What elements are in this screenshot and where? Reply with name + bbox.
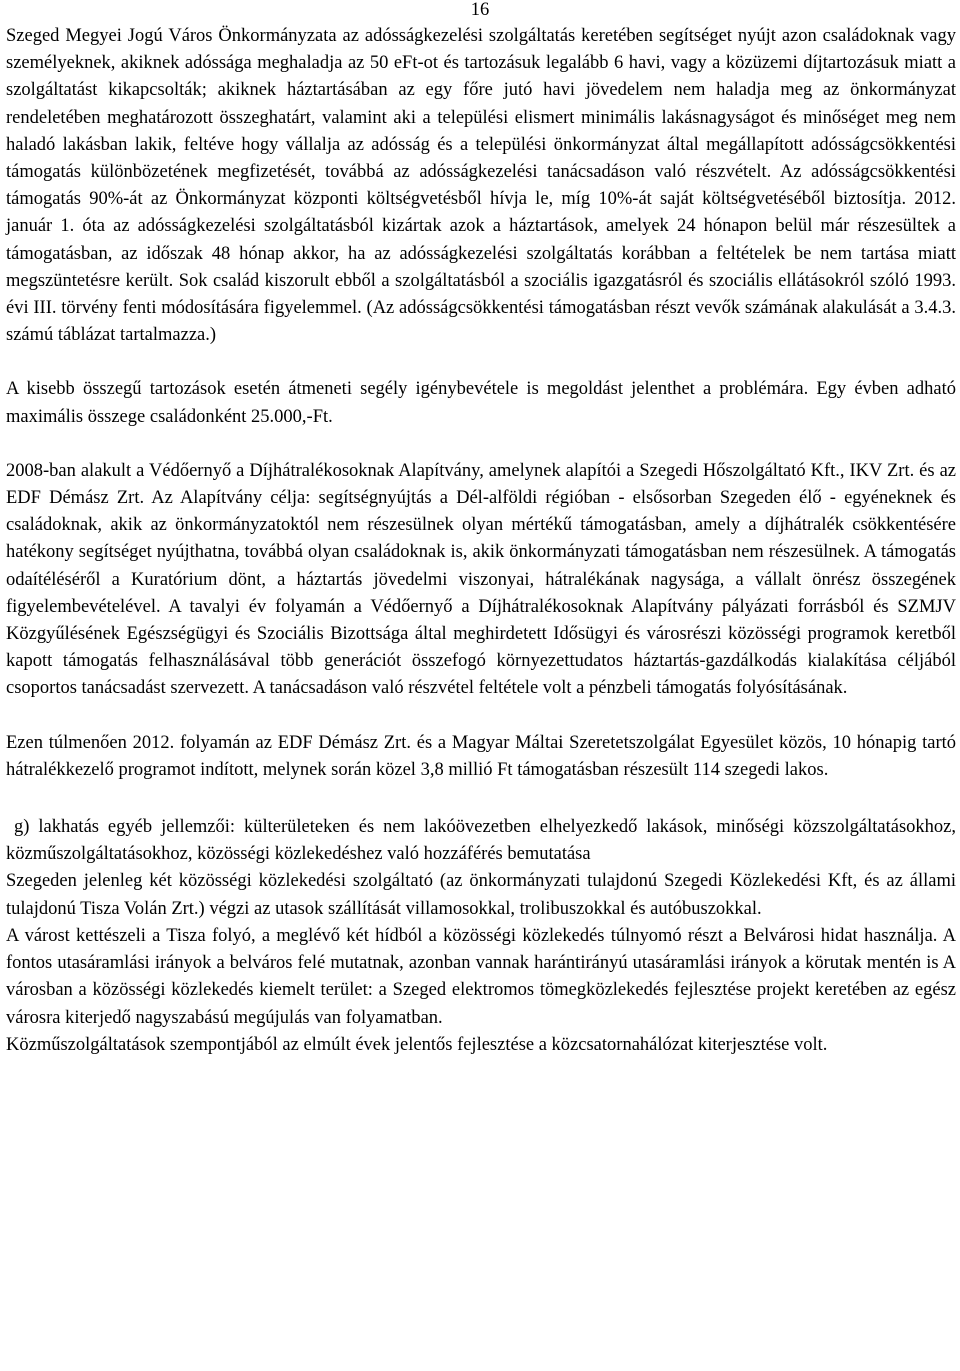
paragraph-debt-management: Szeged Megyei Jogú Város Önkormányzata az adósságkezelési szolgáltatás keretében segítséget nyújt azon családoknak vagy személyeknek, akiknek adóssága meghaladja az 50 eFt-ot és tartozásuk legalább 6 havi, vagy a közüzemi díjtartozásuk miatt a szolgáltatást kikapcsolták; akiknek háztartásában az egy főre jutó havi jövedelem nem haladja meg az önkormányzat rendeletében meghatározott összeghatárt, valamint aki a települési elismert minimális lakásnagyságot és minőséget meg nem haladó lakásban lakik, feltéve hogy vállalja az adósság és a települési önkormányzat által megállapított adósságcsökkentési támogatás különbözetének megfizetését, továbbá az adósságkezelési tanácsadáson való részvételt. Az adósságcsökkentési támogatás 90%-át az Önkormányzat központi költségvetésből hívja le, míg 10%-át saját költségvetéséből biztosítja. 2012. január 1. óta az adósságkezelési szolgáltatásból kizártak azok a háztartások, amelyek 24 hónapon belül már részesültek a támogatásban, az időszak 48 hónap akkor, ha az adósságkezelési szolgáltatás korábban a feltételek be nem tartása miatt megszüntetésre került. Sok család kiszorult ebből a szolgáltatásból a szociális igazgatásról és szociális ellátásokról szóló 1993. évi III. törvény fenti módosítására figyelemmel. (Az adósságcsökkentési támogatásban részt vevők számának alakulását a 3.4.3. számú táblázat tartalmazza.) <box>6 26 956 346</box>
paragraph-temporary-aid: A kisebb összegű tartozások esetén átmeneti segély igénybevétele is megoldást jelenthet a problémára. Egy évben adható maximális összege családonként 25.000,-Ft. <box>6 379 956 427</box>
document-body <box>6 23 956 1059</box>
section-heading-housing: g) lakhatás egyéb jellemzői: külterületeken és nem lakóövezetben elhelyezkedő lakások, minőségi közszolgáltatásokhoz, közműszolgáltatásokhoz, közösségi közlekedéshez való hozzáférés bemutatása <box>6 817 956 865</box>
paragraph-utilities: Közműszolgáltatások szempontjából az elmúlt évek jelentős fejlesztése a közcsatornahálózat kiterjesztése volt. <box>6 1034 828 1055</box>
paragraph-vedoernyo-foundation: 2008-ban alakult a Védőernyő a Díjhátralékosoknak Alapítvány, amelynek alapítói a Szegedi Hőszolgáltató Kft., IKV Zrt. és az EDF Démász Zrt. Az Alapítvány célja: segítségnyújtás a Dél-alföldi régióban - elsősorban Szegeden élő - egyéneknek és családoknak, akik az önkormányzatoktól nem részesülnek olyan mértékű támogatásban, amely a díjhátralék csökkentésére hatékony segítséget nyújthatna, továbbá olyan családoknak is, akik önkormányzati támogatásban nem részesülnek. A támogatás odaítéléséről a Kuratórium dönt, a háztartás jövedelmi viszonyai, hátralékának nagysága, a vállalt önrész összegének figyelembevételével. A tavalyi év folyamán a Védőernyő a Díjhátralékosoknak Alapítvány pályázati forrásból és SZMJV Közgyűlésének Egészségügyi és Szociális Bizottsága által meghirdetett Idősügyi és városrészi közösségi programok keretből kapott támogatás felhasználásával több generációt összefogó környezettudatos háztartás-gazdálkodás kialakítása céljából csoportos tanácsadást szervezett. A tanácsadáson való részvétel feltétele volt a pénzbeli támogatás folyósításának. <box>6 460 956 699</box>
paragraph-edf-demasz-program: Ezen túlmenően 2012. folyamán az EDF Démász Zrt. és a Magyar Máltai Szeretetszolgálat Egyesület közös, 10 hónapig tartó hátralékkezelő programot indított, melynek során közel 3,8 millió Ft támogatásban részesült 114 szegedi lakos. <box>6 732 956 780</box>
page-number: 16 <box>470 0 490 20</box>
paragraph-public-transport: Szegeden jelenleg két közösségi közlekedési szolgáltató (az önkormányzati tulajdonú Szegedi Közlekedési Kft, és az állami tulajdonú Tisza Volán Zrt.) végzi az utasok szállítását villamosokkal, trolibuszokkal és autóbuszokkal. <box>6 871 956 919</box>
paragraph-tisza-bridges: A várost kettészeli a Tisza folyó, a meglévő két hídból a közösségi közlekedés túlnyomó részt a Belvárosi hidat használja. A fontos utasáramlási irányok a belváros felé mutatnak, azonban vannak harántirányú utasáramlási irányok a körutak mentén is A városban a közösségi közlekedés kiemelt terület: a Szeged elektromos tömegközlekedés fejlesztése projekt keretében az egész városra kiterjedő nagyszabású megújulás van folyamatban. <box>6 925 956 1028</box>
